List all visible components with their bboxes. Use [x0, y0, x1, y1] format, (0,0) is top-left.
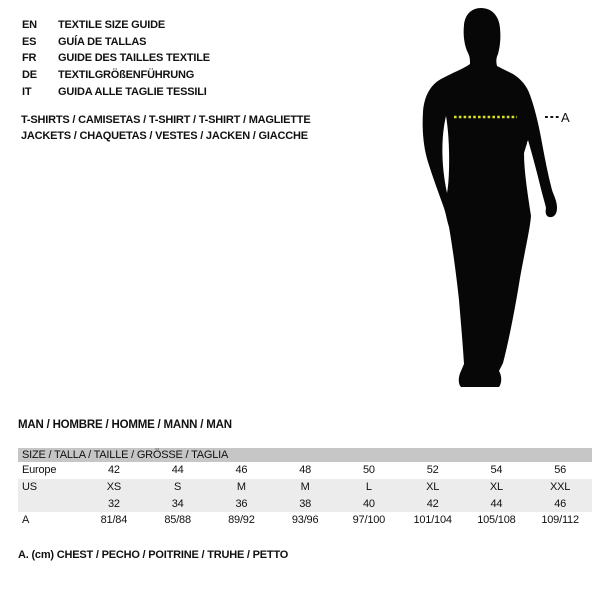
- row-label-europe: Europe: [22, 464, 57, 476]
- language-title: TEXTILGRÖßENFÜHRUNG: [58, 69, 195, 82]
- garment-categories: [21, 112, 310, 145]
- chest-range: 81/84: [100, 514, 128, 526]
- table-row-europe: [18, 462, 592, 479]
- section-title-man: MAN / HOMBRE / HOMME / MANN / MAN: [18, 419, 232, 431]
- europe-size: 52: [426, 464, 439, 476]
- europe-size: 50: [362, 464, 375, 476]
- language-code: EN: [22, 19, 37, 31]
- europe-size: 48: [299, 464, 312, 476]
- us-size: XXL: [550, 481, 571, 493]
- europe-size: 56: [554, 464, 567, 476]
- measurement-footnote: A. (cm) CHEST / PECHO / POITRINE / TRUHE / PETTO: [18, 549, 289, 561]
- chest-range: 109/112: [541, 514, 579, 526]
- language-row: [22, 84, 210, 101]
- us-size-number: 46: [554, 497, 567, 510]
- us-size: S: [174, 481, 182, 493]
- row-label-blank: [18, 496, 82, 513]
- us-size: M: [236, 481, 246, 493]
- us-size-number: 40: [362, 497, 375, 510]
- language-code: IT: [22, 85, 32, 98]
- language-code: ES: [22, 35, 37, 48]
- row-label-us: US: [22, 481, 37, 493]
- language-title: GUIDA ALLE TAGLIE TESSILI: [58, 85, 207, 98]
- silhouette-body: [423, 8, 557, 387]
- category-line-jackets: JACKETS / CHAQUETAS / VESTES / JACKEN / GIACCHE: [21, 130, 308, 143]
- us-size: L: [365, 481, 372, 493]
- language-row: [22, 34, 210, 51]
- us-size-number: 44: [490, 497, 503, 510]
- us-size: M: [300, 481, 310, 493]
- us-size-number: 36: [235, 497, 248, 510]
- us-size: XL: [426, 481, 440, 493]
- measure-label-a: A: [561, 110, 570, 125]
- language-title: TEXTILE SIZE GUIDE: [58, 19, 166, 31]
- language-code: DE: [22, 69, 37, 82]
- category-line-tshirts: T-SHIRTS / CAMISETAS / T-SHIRT / T-SHIRT / MAGLIETTE: [21, 114, 311, 126]
- europe-size: 44: [171, 464, 184, 476]
- us-size-number: 38: [299, 497, 312, 510]
- table-row-us: [18, 479, 592, 512]
- us-size-number: 34: [171, 497, 184, 510]
- us-letter-sizes: [18, 479, 592, 496]
- us-size: XL: [489, 481, 503, 493]
- size-table: [18, 448, 592, 529]
- chest-range: 89/92: [228, 514, 255, 526]
- language-code: FR: [22, 52, 37, 65]
- chest-range: 85/88: [164, 514, 191, 526]
- us-size-number: 32: [107, 497, 120, 510]
- language-row: [22, 67, 210, 84]
- chest-range: 93/96: [291, 514, 319, 526]
- size-table-header: SIZE / TALLA / TAILLE / GRÖSSE / TAGLIA: [18, 448, 592, 462]
- language-legend: [22, 17, 210, 101]
- chest-range: 97/100: [352, 514, 386, 526]
- language-title: GUÍA DE TALLAS: [58, 35, 147, 48]
- us-number-sizes: [18, 496, 592, 513]
- europe-size: 42: [107, 464, 120, 476]
- us-size: XS: [106, 481, 122, 493]
- language-row: [22, 50, 210, 67]
- language-title: GUIDE DES TAILLES TEXTILE: [58, 52, 210, 65]
- man-silhouette: [415, 5, 565, 390]
- europe-size: 54: [490, 464, 503, 476]
- chest-range: 105/108: [477, 514, 516, 526]
- chest-range: 101/104: [413, 514, 452, 526]
- table-row-chest: [18, 512, 592, 529]
- language-row: [22, 17, 210, 34]
- us-size-number: 42: [426, 497, 439, 510]
- row-label-a: A: [22, 514, 30, 526]
- europe-size: 46: [235, 464, 248, 476]
